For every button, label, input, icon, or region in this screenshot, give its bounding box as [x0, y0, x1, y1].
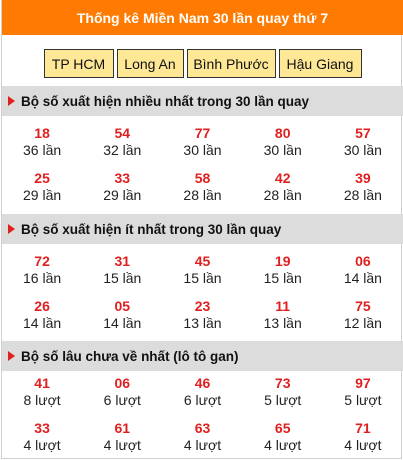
province-tabs [2, 35, 403, 92]
count-text: 6 lượt [103, 391, 141, 408]
number-cell [2, 414, 82, 459]
number-cell [323, 369, 403, 414]
lottery-number: 58 [194, 169, 211, 186]
count-text: 4 lượt [264, 436, 302, 453]
number-cell [2, 164, 82, 209]
number-cell [243, 369, 323, 414]
count-text: 8 lượt [23, 391, 61, 408]
number-cell [82, 292, 162, 337]
tab-binh-phuoc[interactable]: Bình Phước [187, 49, 276, 78]
count-text: 4 lượt [103, 436, 141, 453]
tab-hau-giang[interactable]: Hậu Giang [279, 49, 362, 78]
count-text: 32 lần [103, 141, 142, 158]
count-text: 13 lần [183, 314, 222, 331]
count-text: 5 lượt [344, 391, 382, 408]
number-cell [243, 414, 323, 459]
lottery-number: 06 [114, 374, 131, 391]
lottery-number: 33 [34, 419, 50, 436]
number-cell [243, 164, 323, 209]
red-arrow-icon [8, 351, 15, 361]
panel-title: Thống kê Miền Nam 30 lần quay thứ 7 [2, 0, 403, 35]
count-text: 29 lần [103, 186, 142, 203]
section-title: Bộ số xuất hiện ít nhất trong 30 lần quay [21, 221, 282, 237]
count-text: 29 lần [23, 186, 62, 203]
lottery-number: 33 [114, 169, 131, 186]
lottery-number: 75 [355, 297, 371, 314]
number-cell [2, 292, 82, 337]
number-cell [243, 119, 323, 164]
count-text: 6 lượt [183, 391, 222, 408]
count-text: 15 lần [183, 269, 222, 286]
lo-gan-grid [2, 369, 403, 459]
lottery-number: 54 [114, 124, 131, 141]
lottery-number: 18 [34, 124, 50, 141]
lottery-number: 73 [274, 374, 291, 391]
red-arrow-icon [8, 96, 15, 106]
count-text: 30 lần [263, 141, 302, 158]
number-cell [323, 164, 403, 209]
number-cell [2, 119, 82, 164]
lottery-number: 61 [114, 419, 131, 436]
lottery-number: 57 [355, 124, 371, 141]
most-frequent-grid [2, 119, 403, 209]
lottery-number: 46 [194, 374, 211, 391]
count-text: 5 lượt [264, 391, 302, 408]
number-cell [323, 292, 403, 337]
lottery-number: 19 [274, 252, 291, 269]
number-cell [243, 292, 323, 337]
count-text: 16 lần [23, 269, 62, 286]
count-text: 28 lần [343, 186, 382, 203]
lottery-number: 41 [34, 374, 50, 391]
number-cell [82, 414, 162, 459]
number-cell [2, 369, 82, 414]
count-text: 15 lần [263, 269, 302, 286]
red-arrow-icon [8, 224, 15, 234]
lottery-number: 06 [355, 252, 371, 269]
count-text: 4 lượt [23, 436, 61, 453]
count-text: 30 lần [343, 141, 382, 158]
count-text: 4 lượt [183, 436, 222, 453]
number-cell [323, 247, 403, 292]
lottery-number: 25 [34, 169, 50, 186]
count-text: 14 lần [23, 314, 62, 331]
number-cell [162, 414, 242, 459]
number-cell [162, 119, 242, 164]
count-text: 28 lần [183, 186, 222, 203]
lottery-number: 80 [274, 124, 291, 141]
number-cell [162, 247, 242, 292]
section-title: Bộ số lâu chưa về nhất (lô tô gan) [21, 348, 239, 364]
count-text: 30 lần [183, 141, 222, 158]
lottery-number: 97 [355, 374, 371, 391]
number-cell [162, 369, 242, 414]
tab-tp-hcm[interactable]: TP HCM [44, 49, 114, 78]
number-cell [323, 119, 403, 164]
lottery-number: 05 [114, 297, 131, 314]
count-text: 36 lần [23, 141, 62, 158]
least-frequent-grid [2, 247, 403, 337]
lottery-number: 39 [355, 169, 371, 186]
section-title: Bộ số xuất hiện nhiều nhất trong 30 lần quay [21, 93, 310, 109]
lottery-number: 26 [34, 297, 50, 314]
lottery-number: 31 [114, 252, 131, 269]
section-least-frequent-header [2, 214, 403, 244]
lottery-number: 63 [194, 419, 211, 436]
lottery-number: 77 [194, 124, 211, 141]
number-cell [82, 247, 162, 292]
number-cell [82, 119, 162, 164]
lottery-number: 65 [274, 419, 291, 436]
section-lo-gan-header [2, 341, 403, 371]
count-text: 14 lần [343, 269, 382, 286]
number-cell [323, 414, 403, 459]
tab-long-an[interactable]: Long An [117, 49, 184, 78]
count-text: 13 lần [263, 314, 302, 331]
number-cell [2, 247, 82, 292]
section-most-frequent-header [2, 86, 403, 116]
number-cell [82, 164, 162, 209]
count-text: 28 lần [263, 186, 302, 203]
number-cell [162, 292, 242, 337]
stats-panel [1, 0, 402, 459]
lottery-number: 71 [355, 419, 371, 436]
count-text: 12 lần [343, 314, 382, 331]
lottery-number: 45 [194, 252, 211, 269]
number-cell [243, 247, 323, 292]
count-text: 4 lượt [344, 436, 382, 453]
number-cell [82, 369, 162, 414]
lottery-number: 23 [194, 297, 211, 314]
lottery-number: 11 [275, 297, 291, 314]
lottery-number: 42 [274, 169, 291, 186]
lottery-number: 72 [34, 252, 50, 269]
count-text: 15 lần [103, 269, 142, 286]
number-cell [162, 164, 242, 209]
count-text: 14 lần [103, 314, 142, 331]
